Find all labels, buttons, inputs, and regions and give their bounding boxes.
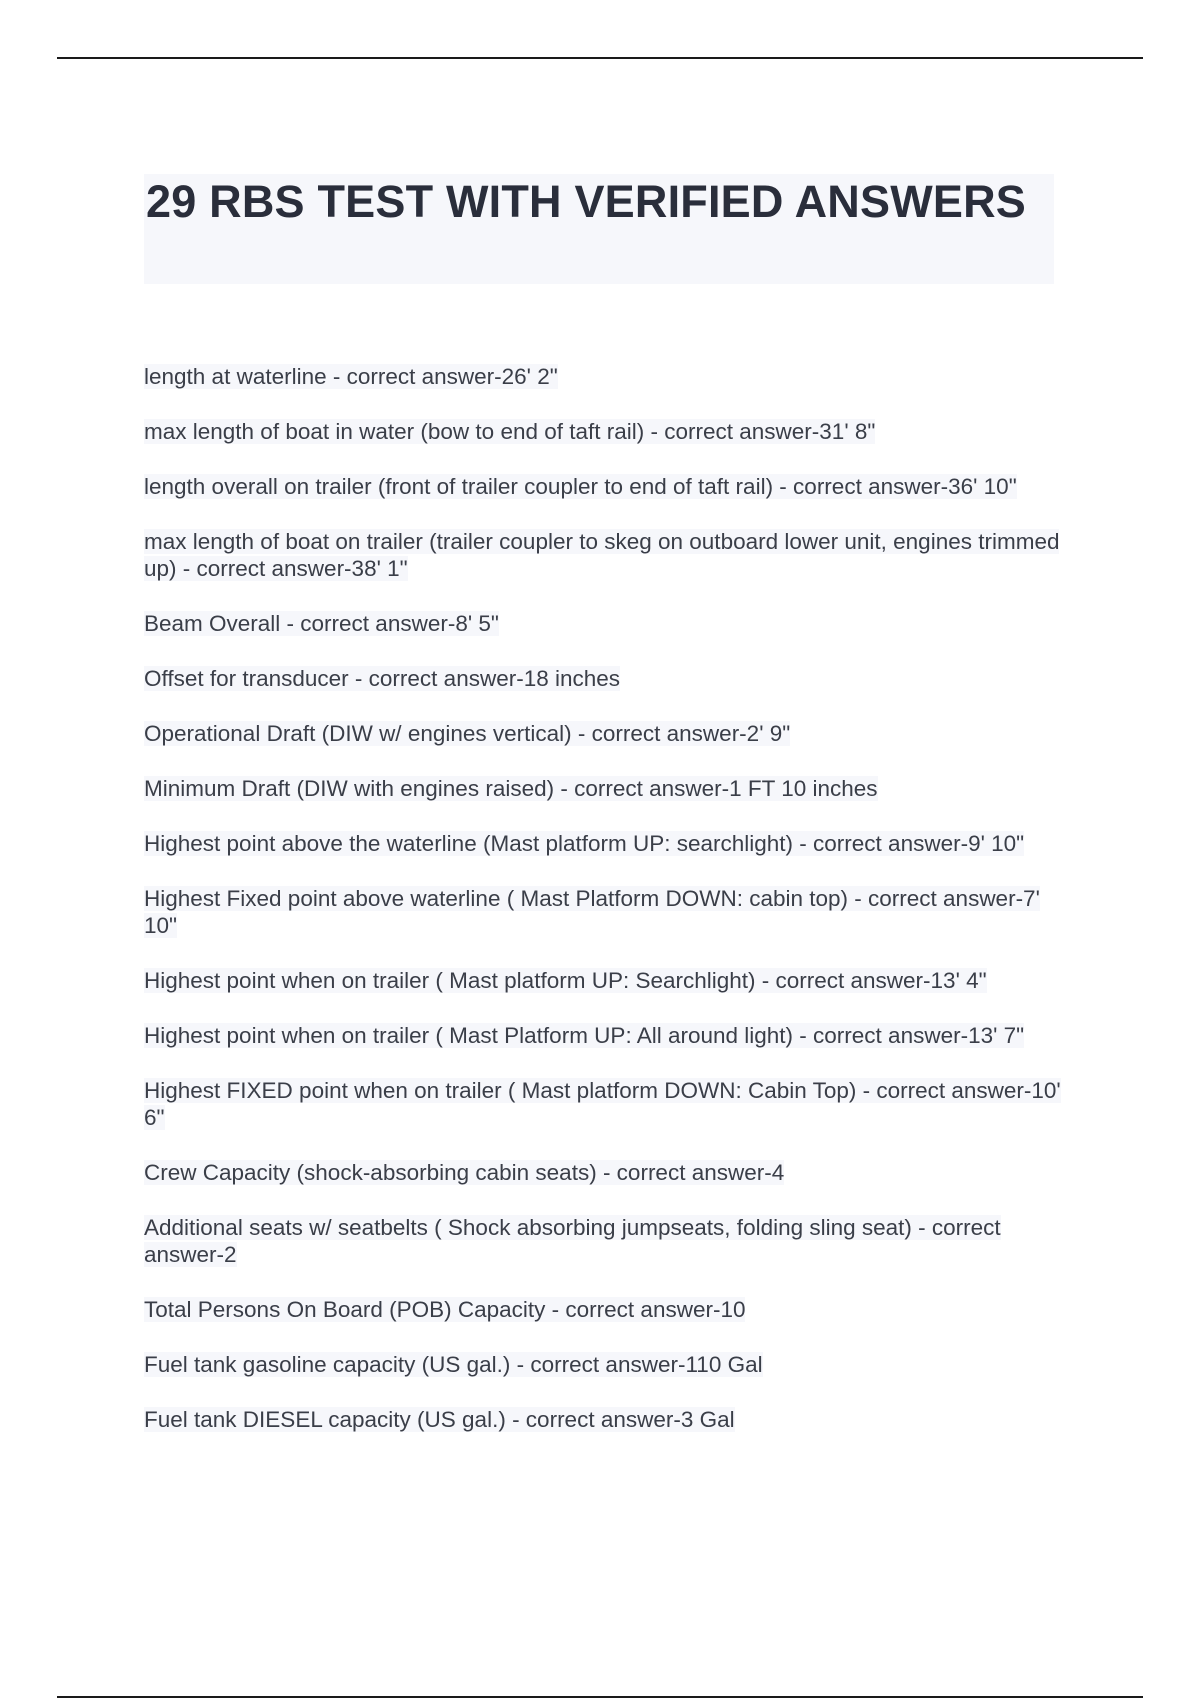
qa-item xyxy=(144,1159,1064,1186)
qa-text: Crew Capacity (shock-absorbing cabin seats) - correct answer-4 xyxy=(144,1160,785,1185)
qa-text: length overall on trailer (front of trailer coupler to end of taft rail) - correct answer-36' 10" xyxy=(144,474,1017,499)
qa-item xyxy=(144,885,1064,939)
qa-item xyxy=(144,830,1064,857)
qa-text: length at waterline - correct answer-26' 2" xyxy=(144,364,558,389)
qa-text: Fuel tank gasoline capacity (US gal.) - correct answer-110 Gal xyxy=(144,1352,763,1377)
qa-text: Operational Draft (DIW w/ engines vertical) - correct answer-2' 9" xyxy=(144,721,791,746)
qa-item xyxy=(144,610,1064,637)
qa-text: Highest FIXED point when on trailer ( Mast platform DOWN: Cabin Top) - correct answer-10' 6" xyxy=(144,1078,1061,1130)
qa-item xyxy=(144,1214,1064,1268)
qa-item xyxy=(144,1406,1064,1433)
qa-item xyxy=(144,1351,1064,1378)
qa-text: Highest Fixed point above waterline ( Mast Platform DOWN: cabin top) - correct answer-7' 10" xyxy=(144,886,1040,938)
qa-item xyxy=(144,665,1064,692)
qa-text: Additional seats w/ seatbelts ( Shock absorbing jumpseats, folding sling seat) - correct answer-2 xyxy=(144,1215,1001,1267)
qa-text: Minimum Draft (DIW with engines raised) - correct answer-1 FT 10 inches xyxy=(144,776,878,801)
qa-text: Beam Overall - correct answer-8' 5" xyxy=(144,611,499,636)
qa-text: max length of boat in water (bow to end of taft rail) - correct answer-31' 8" xyxy=(144,419,876,444)
qa-item xyxy=(144,528,1064,582)
qa-text: max length of boat on trailer (trailer coupler to skeg on outboard lower unit, engines trimmed up) - correct answer-38' 1" xyxy=(144,529,1060,581)
qa-item xyxy=(144,418,1064,445)
qa-item xyxy=(144,720,1064,747)
bottom-rule xyxy=(57,1696,1143,1698)
qa-list xyxy=(144,363,1064,1461)
qa-text: Highest point when on trailer ( Mast platform UP: Searchlight) - correct answer-13' 4" xyxy=(144,968,987,993)
qa-item xyxy=(144,473,1064,500)
qa-item xyxy=(144,967,1064,994)
qa-text: Fuel tank DIESEL capacity (US gal.) - correct answer-3 Gal xyxy=(144,1407,735,1432)
qa-item xyxy=(144,775,1064,802)
qa-item xyxy=(144,1296,1064,1323)
qa-text: Offset for transducer - correct answer-18 inches xyxy=(144,666,621,691)
qa-text: Highest point when on trailer ( Mast Platform UP: All around light) - correct answer-13' 7" xyxy=(144,1023,1025,1048)
qa-item xyxy=(144,1077,1064,1131)
top-rule xyxy=(57,57,1143,59)
page-title: 29 RBS TEST WITH VERIFIED ANSWERS xyxy=(146,176,1027,227)
title-block xyxy=(144,174,1054,284)
qa-item xyxy=(144,363,1064,390)
qa-item xyxy=(144,1022,1064,1049)
qa-text: Highest point above the waterline (Mast platform UP: searchlight) - correct answer-9' 10" xyxy=(144,831,1025,856)
qa-text: Total Persons On Board (POB) Capacity - correct answer-10 xyxy=(144,1297,746,1322)
